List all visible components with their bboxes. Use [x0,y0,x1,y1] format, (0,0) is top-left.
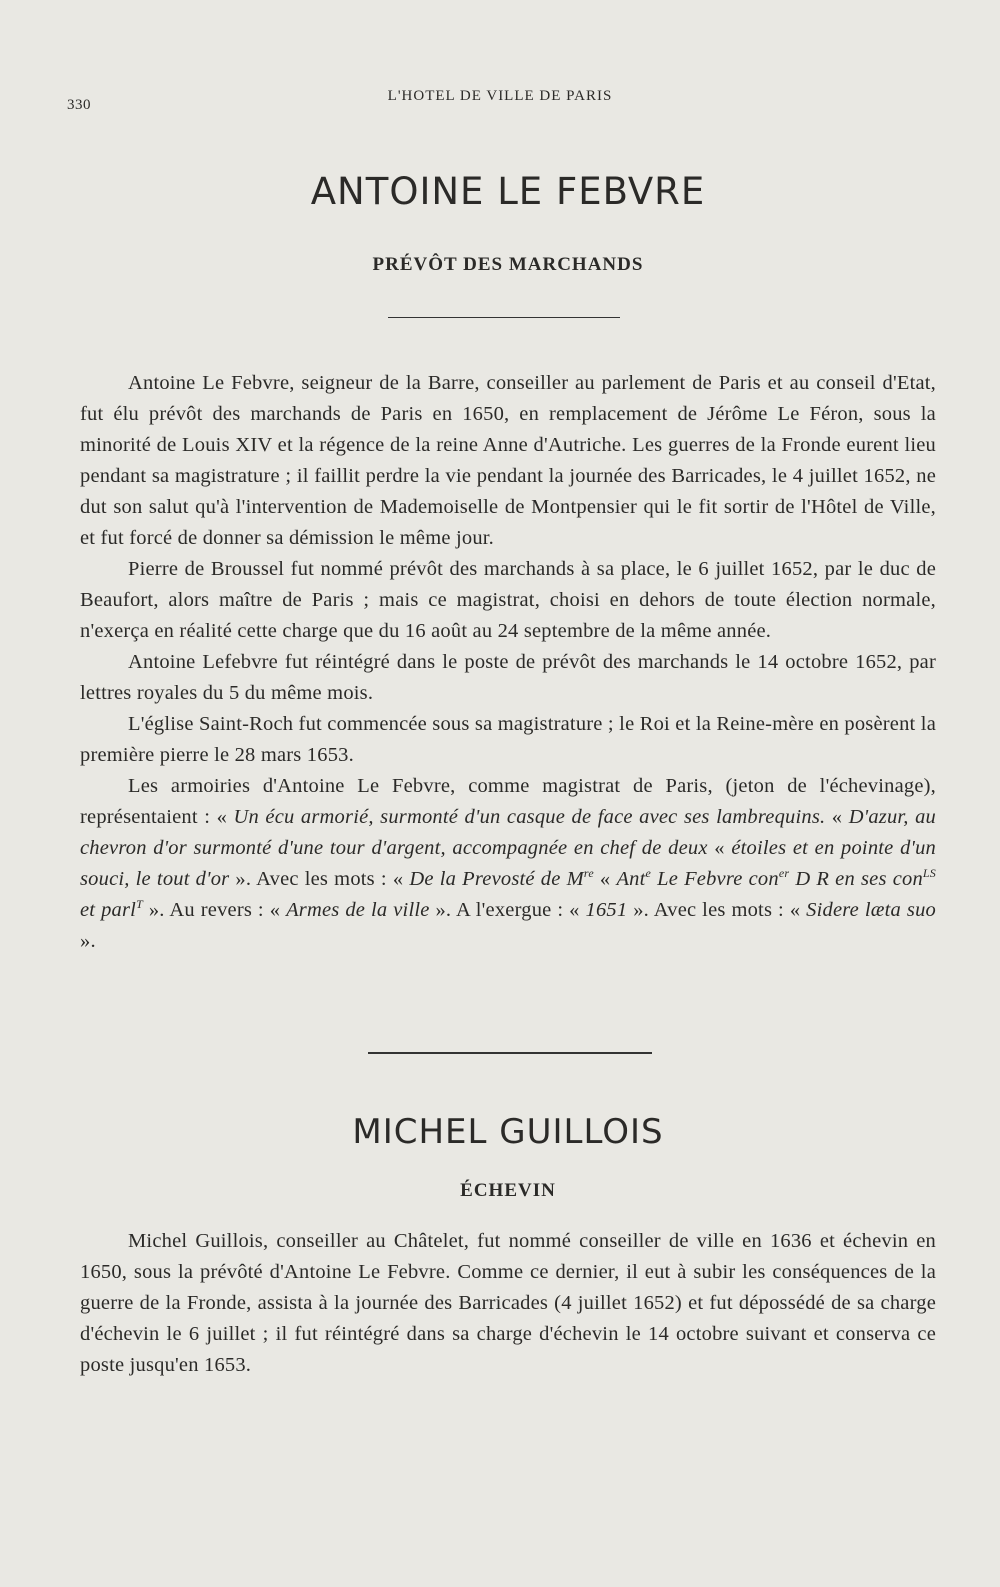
section-subtitle-echevin: ÉCHEVIN [460,1180,556,1201]
section-subtitle-prevot: PRÉVÔT DES MARCHANDS [372,254,644,275]
text-run: Les armoiries d'Antoine Le Febvre, comme magistrat de Paris, (jeton de l'échevinage), représentaient : « [80,775,936,828]
superscript: er [778,866,790,880]
running-head: L'HOTEL DE VILLE DE PARIS [387,88,613,104]
page-number: 330 [67,97,91,113]
superscript: LS [922,866,936,880]
divider-rule [388,317,620,318]
text-run: ». Au revers : « [142,899,287,921]
paragraph: L'église Saint-Roch fut commencée sous sa magistrature ; le Roi et la Reine-mère en posèrent la première pierre le 28 mars 1653. [80,713,936,766]
text-run: ». [80,930,96,952]
paragraph: Antoine Le Febvre, seigneur de la Barre, conseiller au parlement de Paris et au conseil d'Etat, fut élu prévôt des marchands de Paris en 1650, en remplacement de Jérôme Le Féron, sous la minorité de Louis XIV et la régence de la reine Anne d'Autriche. Les guerres de la Fronde eurent lieu pendant sa magistrature ; il faillit perdre la vie pendant la journée des Barricades, le 4 juillet 1652, ne dut son salut qu'à l'intervention de Mademoiselle de Montpensier qui le fit sortir de l'Hôtel de Ville, et fut forcé de donner sa démission le même jour. [80,372,936,549]
italic-run: et parl [80,899,137,921]
paragraph-armoiries [80,771,936,957]
text-run: « [593,868,617,890]
paragraph: Antoine Lefebvre fut réintégré dans le poste de prévôt des marchands le 14 octobre 1652, par lettres royales du 5 du même mois. [80,651,936,704]
italic-run: D'azur, au chevron d'or surmonté d'une tour d'argent, accompagnée en chef de deux [80,806,936,859]
section-body-michel-guillois [80,1226,936,1381]
section-body-antoine-le-febvre [80,368,936,957]
paragraph: Pierre de Broussel fut nommé prévôt des marchands à sa place, le 6 juillet 1652, par le duc de Beaufort, alors maître de Paris ; mais ce magistrat, choisi en dehors de toute élection normale, n'exerça en réalité cette charge que du 16 août au 24 septembre de la même année. [80,558,936,642]
superscript: re [583,866,594,880]
italic-run: Ant [616,868,646,890]
paragraph: Michel Guillois, conseiller au Châtelet, fut nommé conseiller de ville en 1636 et échevin en 1650, sous la prévôté d'Antoine Le Febvre. Comme ce dernier, il eut à subir les conséquences de la guerre de la Fronde, assista à la journée des Barricades (4 juillet 1652) et fut dépossédé de sa charge d'échevin le 6 juillet ; il fut réintégré dans sa charge d'échevin le 14 octobre suivant et conserva ce poste jusqu'en 1653. [80,1230,936,1376]
section-title-antoine-le-febvre: ANTOINE LE FEBVRE [310,170,706,213]
italic-run: De la Prevosté de M [409,868,584,890]
section-title-michel-guillois: MICHEL GUILLOIS [352,1112,664,1152]
text-run: ». Avec les mots : « [627,899,807,921]
italic-run: Armes de la ville [286,899,430,921]
text-run: ». Avec les mots : « [229,868,410,890]
italic-run: 1651 [585,899,628,921]
italic-run: D R en ses con [789,868,923,890]
italic-run: Le Febvre con [651,868,779,890]
superscript: e [645,866,652,880]
section-separator-rule [368,1052,652,1054]
text-run: « [707,837,732,859]
italic-run: Sidere læta suo [806,899,936,921]
italic-run: Un écu armorié, surmonté d'un casque de face avec ses lambrequins. [233,806,826,828]
text-run: « [825,806,849,828]
italic-run: étoiles et en pointe d'un souci, le tout d'or [80,837,936,890]
text-run: ». A l'exergue : « [429,899,586,921]
superscript: T [136,897,143,911]
